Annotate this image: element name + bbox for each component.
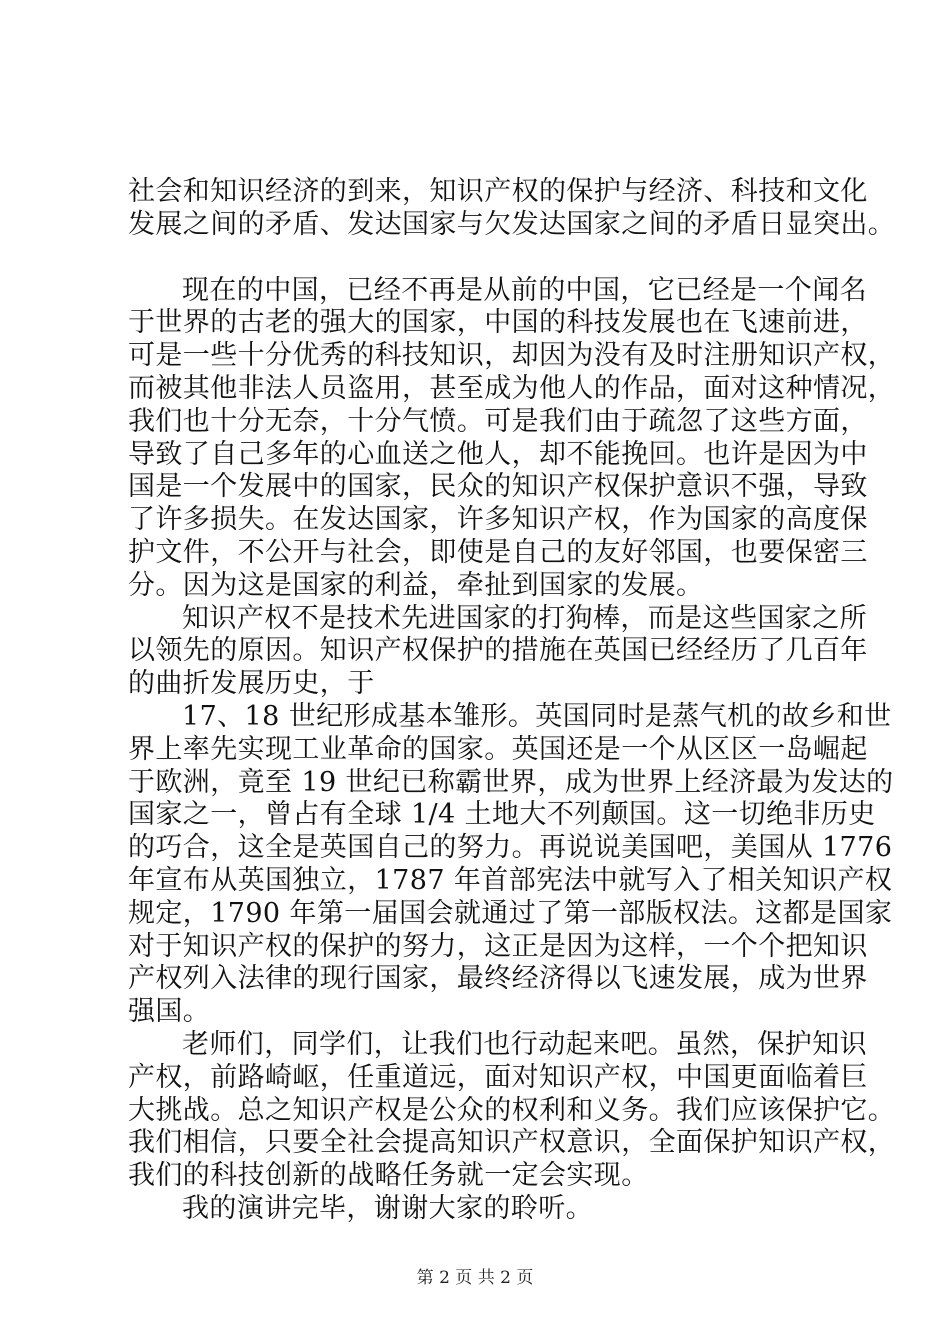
text-line: 我的演讲完毕，谢谢大家的聆听。 bbox=[182, 1192, 593, 1224]
text-line: 我们相信，只要全社会提高知识产权意识，全面保护知识产权， bbox=[128, 1127, 896, 1159]
text-line: 发展之间的矛盾、发达国家与欠发达国家之间的矛盾日显突出。 bbox=[128, 208, 896, 240]
text-line: 年宣布从英国独立，1787 年首部宪法中就写入了相关知识产权 bbox=[128, 864, 893, 896]
text-line: 以领先的原因。知识产权保护的措施在英国已经经历了几百年 bbox=[128, 635, 868, 667]
text-line: 我们的科技创新的战略任务就一定会实现。 bbox=[128, 1160, 649, 1192]
text-line: 社会和知识经济的到来，知识产权的保护与经济、科技和文化 bbox=[128, 176, 868, 207]
text-line: 而被其他非法人员盗用，甚至成为他人的作品，面对这种情况， bbox=[128, 372, 896, 404]
text-line: 界上率先实现工业革命的国家。英国还是一个从区区一岛崛起 bbox=[128, 733, 868, 765]
text-line: 的巧合，这全是英国自己的努力。再说说美国吧，美国从 1776 bbox=[128, 832, 893, 864]
paragraph-2 bbox=[128, 274, 896, 603]
paragraph-spacer bbox=[128, 242, 844, 275]
text-line: 了许多损失。在发达国家，许多知识产权，作为国家的高度保 bbox=[128, 504, 868, 536]
text-line: 于欧洲，竟至 19 世纪已称霸世界，成为世界上经济最为发达的 bbox=[128, 766, 894, 798]
text-line: 对于知识产权的保护的努力，这正是因为这样，一个个把知识 bbox=[128, 930, 868, 962]
page-footer bbox=[0, 1268, 950, 1288]
paragraph-4 bbox=[128, 700, 894, 1029]
speech-body bbox=[128, 176, 896, 1226]
text-line: 国是一个发展中的国家，民众的知识产权保护意识不强，导致 bbox=[128, 471, 868, 503]
text-line: 老师们，同学们，让我们也行动起来吧。虽然，保护知识 bbox=[182, 1028, 867, 1060]
paragraph-3 bbox=[128, 602, 868, 701]
text-line: 规定，1790 年第一届国会就通过了第一部版权法。这都是国家 bbox=[128, 897, 893, 929]
text-line: 大挑战。总之知识产权是公众的权利和义务。我们应该保护它。 bbox=[128, 1094, 896, 1126]
text-line: 国家之一，曾占有全球 1/4 土地大不列颠国。这一切绝非历史 bbox=[128, 799, 876, 831]
text-line: 分。因为这是国家的利益，牵扯到国家的发展。 bbox=[128, 569, 704, 601]
text-line: 我们也十分无奈，十分气愤。可是我们由于疏忽了这些方面， bbox=[128, 405, 868, 437]
text-line: 现在的中国，已经不再是从前的中国，它已经是一个闻名 bbox=[182, 274, 867, 306]
text-line: 产权，前路崎岖，任重道远，面对知识产权，中国更面临着巨 bbox=[128, 1061, 868, 1093]
page-number: 第 2 页 共 2 页 bbox=[416, 1268, 534, 1288]
text-line: 护文件，不公开与社会，即使是自己的友好邻国，也要保密三 bbox=[128, 536, 868, 568]
paragraph-1 bbox=[128, 176, 896, 242]
text-line: 知识产权不是技术先进国家的打狗棒，而是这些国家之所 bbox=[182, 602, 867, 634]
paragraph-6 bbox=[128, 1193, 844, 1226]
text-line: 于世界的古老的强大的国家，中国的科技发展也在飞速前进， bbox=[128, 307, 868, 339]
text-line: 17、18 世纪形成基本雏形。英国同时是蒸气机的故乡和世 bbox=[182, 700, 892, 732]
text-line: 可是一些十分优秀的科技知识，却因为没有及时注册知识产权， bbox=[128, 340, 896, 372]
text-line: 的曲折发展历史，于 bbox=[128, 668, 375, 700]
text-line: 强国。 bbox=[128, 996, 211, 1028]
paragraph-5 bbox=[128, 1028, 896, 1193]
text-line: 产权列入法律的现行国家，最终经济得以飞速发展，成为世界 bbox=[128, 963, 868, 995]
text-line: 导致了自己多年的心血送之他人，却不能挽回。也许是因为中 bbox=[128, 438, 868, 470]
